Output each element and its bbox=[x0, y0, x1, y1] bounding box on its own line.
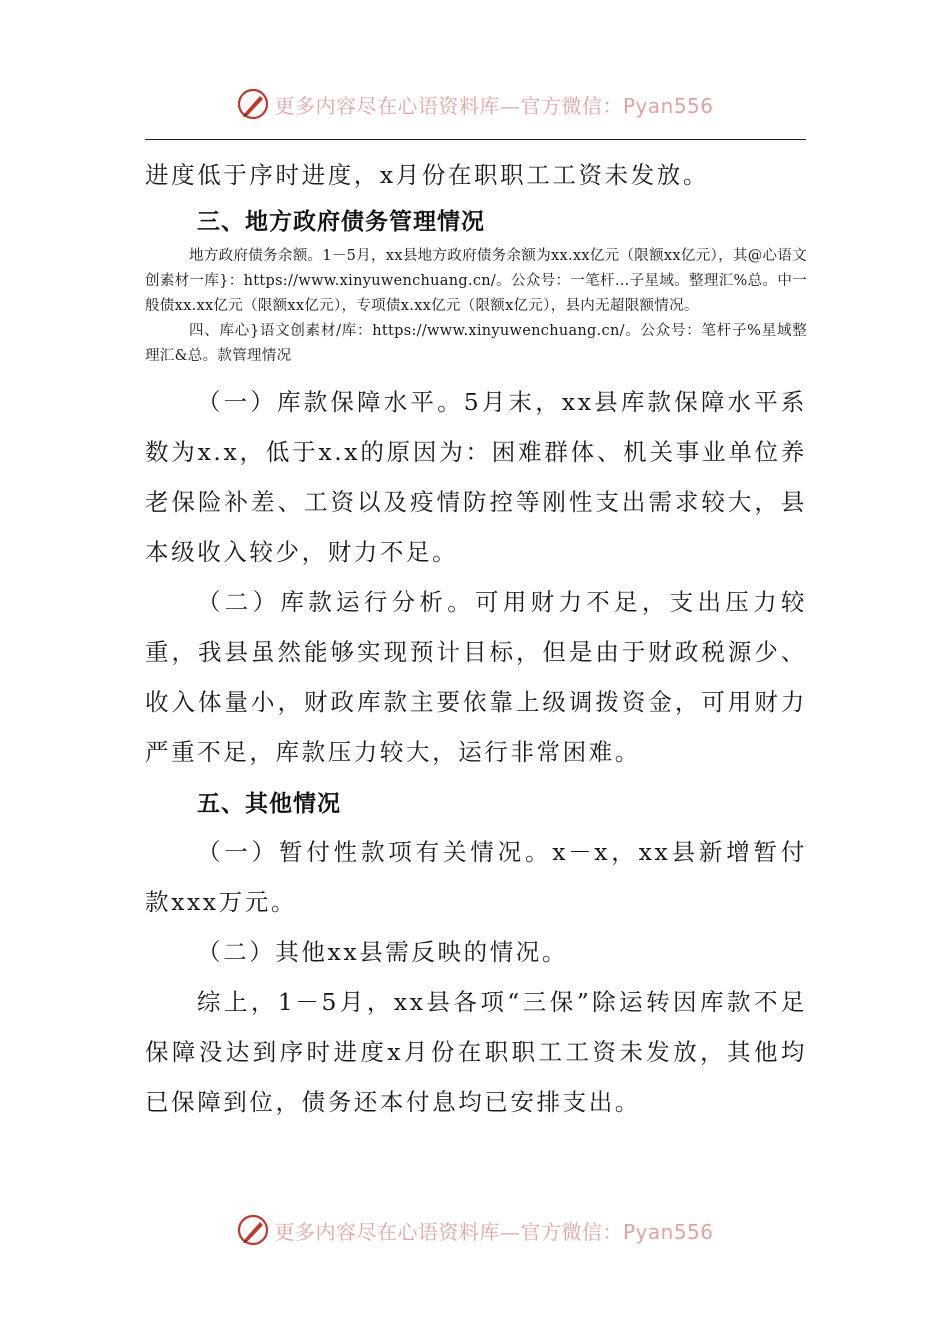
pen-logo-icon bbox=[236, 1213, 270, 1247]
paragraph-advance-payments: （一）暂付性款项有关情况。x－x，xx县新增暂付款xxx万元。 bbox=[145, 838, 807, 916]
document-body bbox=[145, 150, 807, 1127]
header-wechat-id: Pyan556 bbox=[622, 93, 714, 118]
header-brand-text: 更多内容尽在心语资料库—官方微信：Pyan556 bbox=[274, 93, 714, 118]
footer-brand bbox=[0, 1210, 950, 1250]
paragraph-debt-balance: 地方政府债务余额。1－5月，xx县地方政府债务余额为xx.xx亿元（限额xx亿元），其@心语文创素材一库}：https://www.xinyuwenchuang.cn/。公众号：一笔杆…子星域。整理汇%总。中一般债xx.xx亿元（限额xx亿元），专项债x.xx亿元（限额x亿元），县内无超限额情况。 bbox=[145, 248, 807, 314]
paragraph-continued: 进度低于序时进度，x月份在职职工工资未发放。 bbox=[145, 161, 709, 189]
paragraph-other-matters: （二）其他xx县需反映的情况。 bbox=[197, 938, 569, 966]
section-heading-debt: 三、地方政府债务管理情况 bbox=[197, 209, 485, 235]
header-brand bbox=[0, 84, 950, 124]
section-heading-other: 五、其他情况 bbox=[197, 791, 341, 817]
footer-wechat-id: Pyan556 bbox=[622, 1219, 714, 1244]
header-divider bbox=[145, 139, 806, 140]
paragraph-treasury-level: （一）库款保障水平。5月末，xx县库款保障水平系数为x.x，低于x.x的原因为：困难群体、机关事业单位养老保险补差、工资以及疫情防控等刚性支出需求较大，县本级收入较少，财力不足。 bbox=[145, 388, 807, 566]
pen-logo-icon bbox=[236, 87, 270, 121]
paragraph-summary: 综上，1－5月，xx县各项“三保”除运转因库款不足保障没达到序时进度x月份在职职工工资未发放，其他均已保障到位，债务还本付息均已安排支出。 bbox=[145, 988, 807, 1116]
paragraph-treasury-heading: 四、库心}语文创素材/库：https://www.xinyuwenchuang.cn/。公众号：笔杆子%星域整理汇&总。款管理情况 bbox=[145, 323, 807, 364]
paragraph-treasury-analysis: （二）库款运行分析。可用财力不足，支出压力较重，我县虽然能够实现预计目标，但是由于财政税源少、收入体量小，财政库款主要依靠上级调拨资金，可用财力严重不足，库款压力较大，运行非常困难。 bbox=[145, 588, 807, 766]
footer-brand-text: 更多内容尽在心语资料库—官方微信：Pyan556 bbox=[274, 1219, 714, 1244]
